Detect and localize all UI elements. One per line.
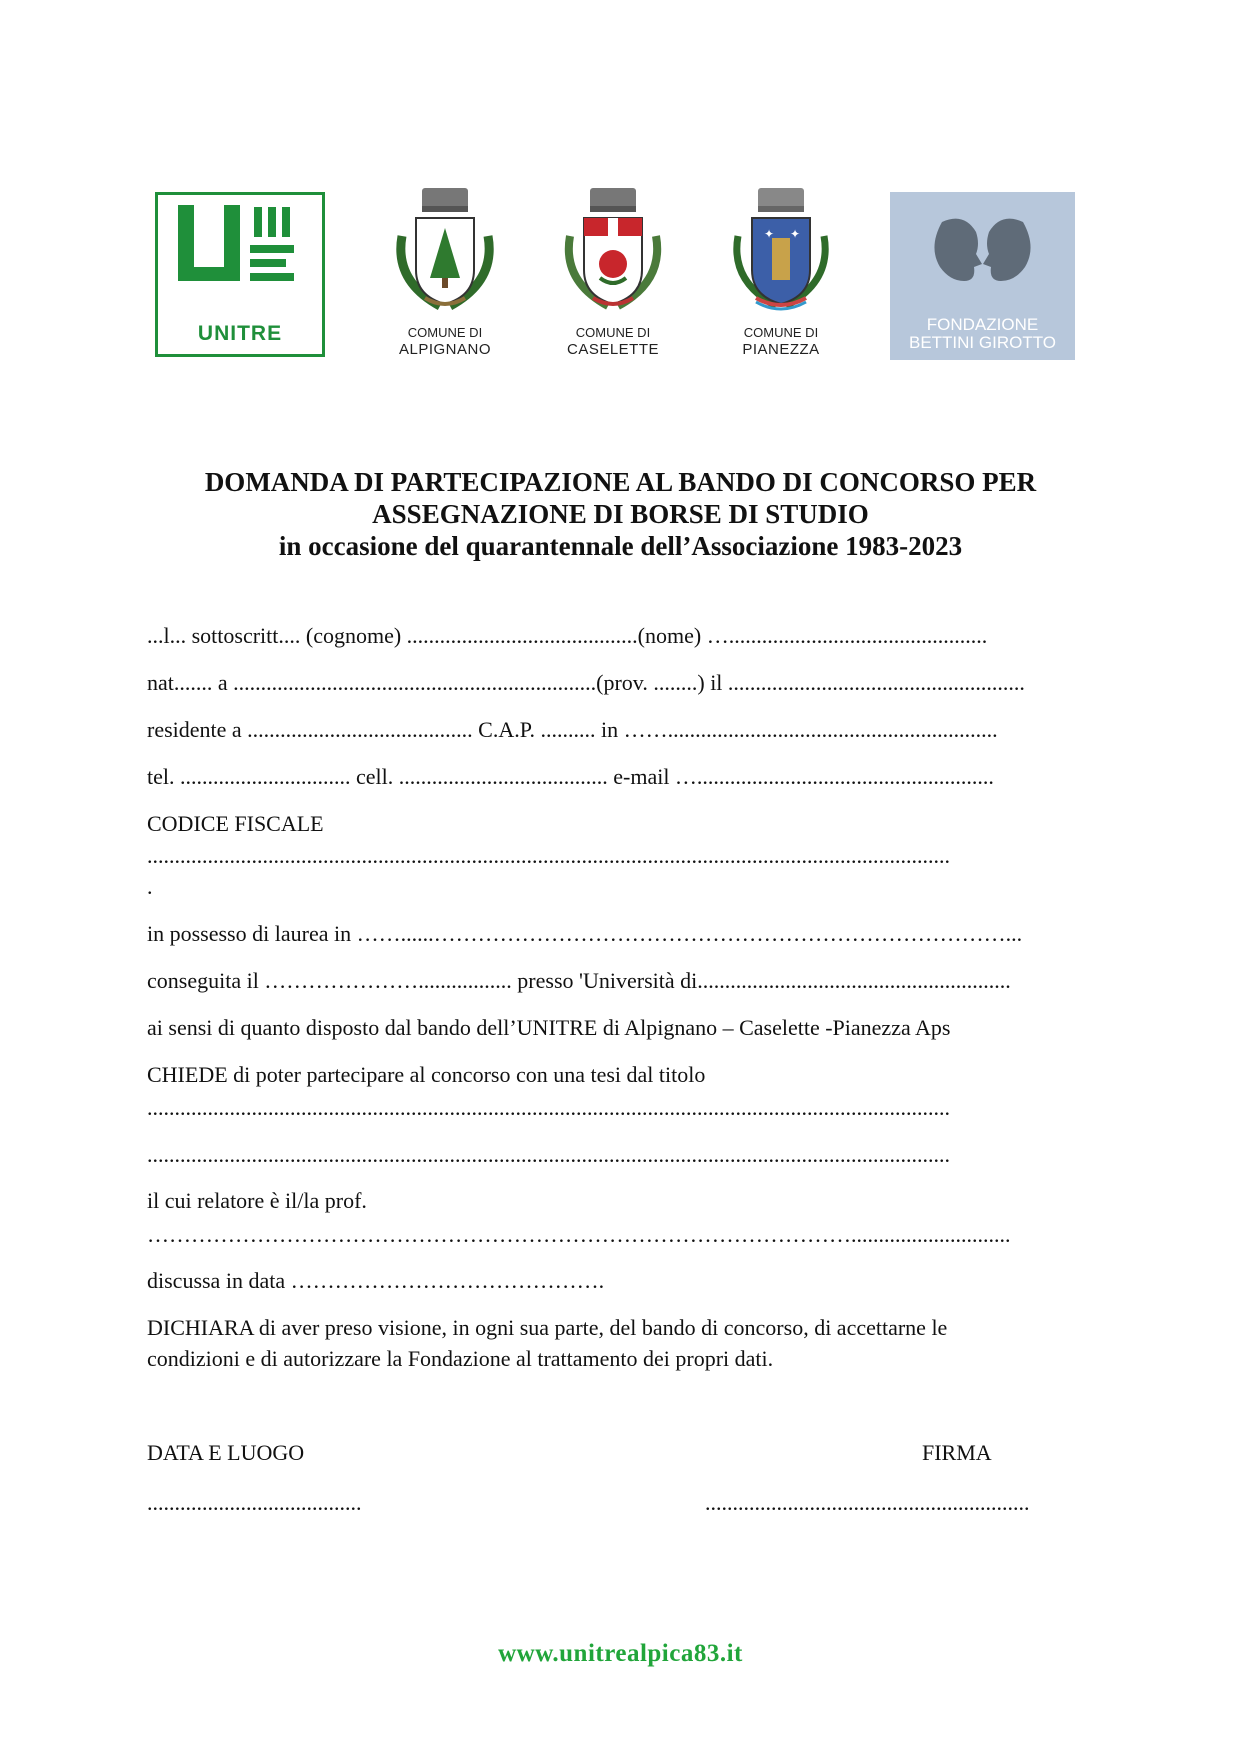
logo-header: [0, 0, 1241, 420]
caselette-crest: [548, 186, 678, 366]
fondazione-bettini-girotto-logo: [890, 192, 1075, 360]
alpignano-coat-of-arms-icon: [380, 186, 510, 321]
alpignano-caption-line1: COMUNE DI: [407, 325, 483, 340]
thesis-title-dots-2: ..................................................................................................................................................: [147, 1142, 950, 1167]
signature-dots: ...........................................................: [705, 1490, 1030, 1515]
signature-label: FIRMA: [922, 1440, 992, 1465]
unitre-mark-icon: [158, 195, 322, 315]
form-line-name: ...l... sottoscritt.... (cognome) ..........................................(nome) …...............................................: [147, 623, 988, 648]
date-place-dots: .......................................: [147, 1490, 362, 1515]
form-line-request: CHIEDE di poter partecipare al concorso con una tesi dal titolo: [147, 1062, 706, 1087]
fondazione-caption-line2: BETTINI GIROTTO: [908, 333, 1057, 352]
fondazione-caption-line1: FONDAZIONE: [926, 315, 1039, 334]
pianezza-caption-line2: PIANEZZA: [742, 341, 820, 358]
form-line-contacts: tel. ............................... cell. ...................................... e-mail …......................................................: [147, 764, 994, 789]
caselette-coat-of-arms-icon: [548, 186, 678, 321]
supervisor-dots: …………………………………………………………………………………….............................: [147, 1222, 1011, 1247]
caselette-caption-line2: CASELETTE: [566, 341, 660, 358]
declaration-line-2: condizioni e di autorizzare la Fondazione al trattamento dei propri dati.: [147, 1346, 774, 1371]
svg-text:✦: ✦: [764, 227, 775, 241]
codice-fiscale-dots: ..................................................................................................................................................: [147, 843, 950, 868]
form-line-degree: in possesso di laurea in ……......……………………………………………………………………...: [147, 921, 1023, 946]
pianezza-coat-of-arms-icon: [716, 186, 846, 321]
alpignano-crest: [380, 186, 510, 366]
pianezza-caption-line1: COMUNE DI: [743, 325, 819, 340]
declaration-line-1: DICHIARA di aver preso visione, in ogni sua parte, del bando di concorso, di accettarne le: [147, 1315, 948, 1340]
title-line-3: in occasione del quarantennale dell’Associazione 1983-2023: [278, 531, 963, 561]
alpignano-caption-line2: ALPIGNANO: [398, 341, 492, 358]
two-profiles-icon: [890, 192, 1075, 312]
supervisor-label: il cui relatore è il/la prof.: [147, 1188, 367, 1213]
form-line-residence: residente a ......................................... C.A.P. .......... in ……............................................................: [147, 717, 998, 742]
svg-text:✦: ✦: [790, 227, 801, 241]
form-line-discussion-date: discussa in data …………………………………….: [147, 1268, 605, 1293]
date-place-label: DATA E LUOGO: [147, 1440, 305, 1465]
unitre-logo-text: UNITRE: [197, 322, 283, 345]
document-title: [0, 466, 1241, 562]
codice-fiscale-label: CODICE FISCALE: [147, 811, 324, 836]
declaration-paragraph: [147, 1312, 1097, 1374]
website-link[interactable]: www.unitrealpica83.it: [498, 1640, 743, 1667]
codice-fiscale-dot-tail: .: [147, 874, 153, 899]
title-line-1: DOMANDA DI PARTECIPAZIONE AL BANDO DI CONCORSO PER: [204, 467, 1037, 497]
thesis-title-dots-1: ..................................................................................................................................................: [147, 1095, 950, 1120]
form-line-bando: ai sensi di quanto disposto dal bando dell’UNITRE di Alpignano – Caselette -Pianezza Aps: [147, 1015, 951, 1040]
caselette-caption-line1: COMUNE DI: [575, 325, 651, 340]
pianezza-crest: [716, 186, 846, 366]
unitre-logo: [155, 192, 325, 357]
form-line-graduation: conseguita il …………………................. presso 'Università di.........................................................: [147, 968, 1011, 993]
title-line-2: ASSEGNAZIONE DI BORSE DI STUDIO: [372, 499, 869, 529]
form-line-birth: nat....... a ..................................................................(prov. ........) il ......................................................: [147, 670, 1025, 695]
